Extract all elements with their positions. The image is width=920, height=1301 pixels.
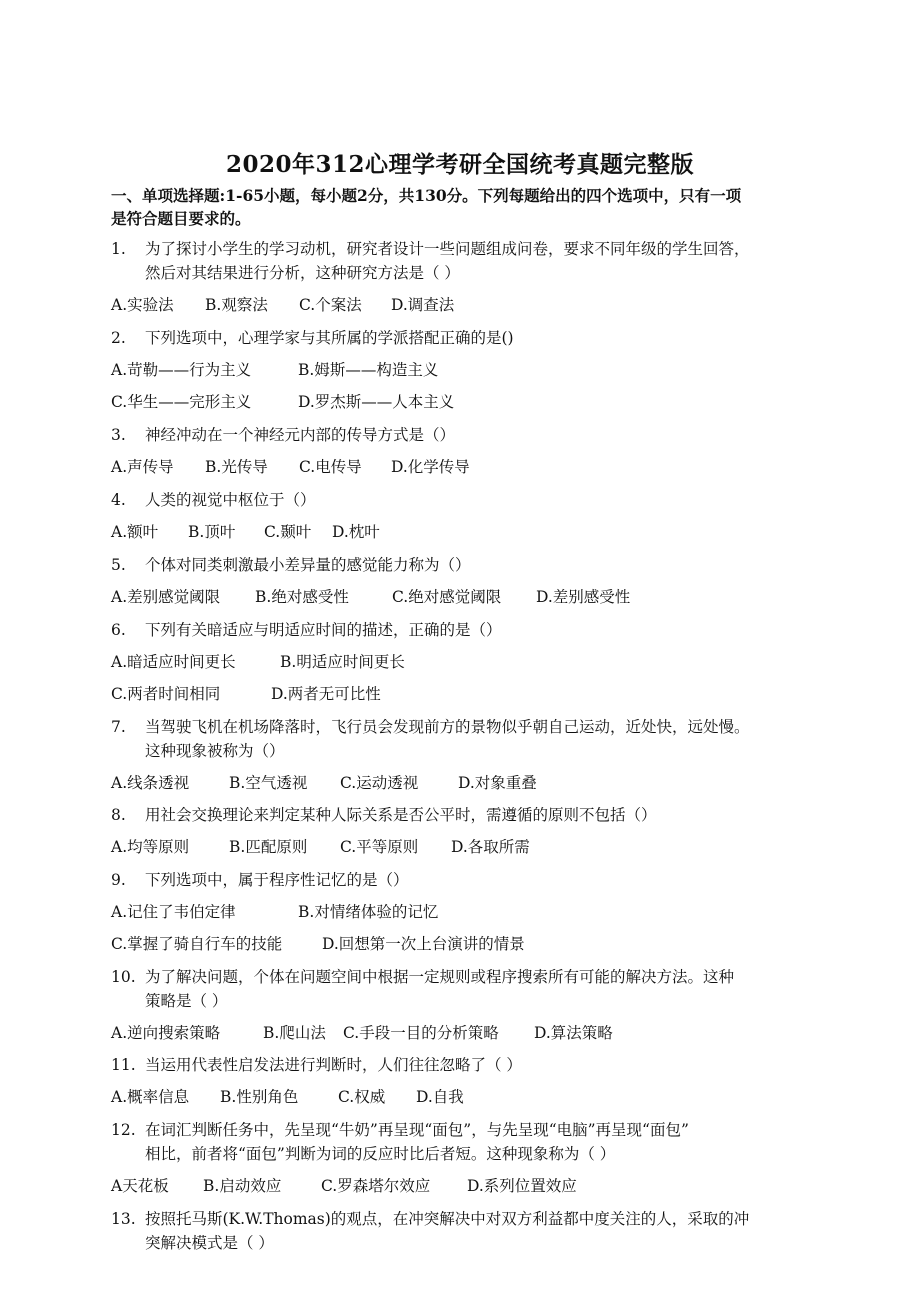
question-number: 4. — [111, 491, 126, 509]
question-text: 个体对同类刺激最小差异量的感觉能力称为（） — [145, 556, 471, 574]
section-header — [111, 184, 811, 230]
question-9 — [111, 869, 409, 891]
option: B.性别角色 — [220, 1088, 299, 1106]
question-10 — [111, 966, 734, 988]
question-2 — [111, 327, 514, 349]
option: D.对象重叠 — [458, 774, 537, 792]
option: D.系列位置效应 — [467, 1177, 577, 1195]
question-12 — [111, 1119, 689, 1141]
option: D.化学传导 — [391, 458, 470, 476]
question-text: 当驾驶飞机在机场降落时，飞行员会发现前方的景物似乎朝自己运动，近处快，远处慢。 — [145, 718, 750, 736]
option: B.姆斯——构造主义 — [298, 361, 439, 379]
option-row — [111, 294, 454, 316]
option: A.记住了韦伯定律 — [111, 903, 236, 921]
option: C.手段一目的分析策略 — [343, 1024, 499, 1042]
option-row — [111, 456, 470, 478]
option-row — [111, 1022, 613, 1044]
question-8 — [111, 804, 657, 826]
question-number: 5. — [111, 556, 126, 574]
option: B.观察法 — [205, 296, 268, 314]
question-number: 2. — [111, 329, 126, 347]
question-text: 神经冲动在一个神经元内部的传导方式是（） — [145, 426, 456, 444]
option: C.运动透视 — [340, 774, 419, 792]
question-number: 8. — [111, 806, 126, 824]
question-5 — [111, 554, 471, 576]
option: D.差别感受性 — [536, 588, 631, 606]
option: A.暗适应时间更长 — [111, 653, 236, 671]
question-text: 按照托马斯(K.W.Thomas)的观点，在冲突解决中对双方利益都中度关注的人，采取的冲 — [145, 1210, 750, 1228]
question-text-continued: 相比，前者将“面包”判断为词的反应时比后者短。这种现象称为（ ） — [145, 1145, 616, 1163]
option: D.枕叶 — [332, 523, 380, 541]
option-row — [111, 1086, 464, 1108]
question-text: 下列有关暗适应与明适应时间的描述，正确的是（） — [145, 621, 502, 639]
question-number: 1. — [111, 240, 126, 258]
option: C.两者时间相同 — [111, 685, 221, 703]
option-row — [111, 836, 530, 858]
question-4 — [111, 489, 316, 511]
option: B.光传导 — [205, 458, 268, 476]
question-text: 下列选项中，属于程序性记忆的是（） — [145, 871, 409, 889]
option: D.罗杰斯——人本主义 — [298, 393, 455, 411]
option: A.声传导 — [111, 458, 174, 476]
option: C.个案法 — [299, 296, 362, 314]
option: A.苛勒——行为主义 — [111, 361, 252, 379]
option-row — [111, 359, 438, 381]
question-text: 为了解决问题，个体在问题空间中根据一定规则或程序搜索所有可能的解决方法。这种 — [145, 968, 735, 986]
question-text-continued: 这种现象被称为（） — [145, 742, 285, 760]
option-row — [111, 651, 405, 673]
option: C.罗森塔尔效应 — [321, 1177, 431, 1195]
option: A.实验法 — [111, 296, 174, 314]
option: A.均等原则 — [111, 838, 190, 856]
option-row — [111, 933, 525, 955]
option: C.电传导 — [299, 458, 362, 476]
option: A天花板 — [111, 1177, 169, 1195]
page-title: 2020年312心理学考研全国统考真题完整版 — [225, 151, 695, 178]
section-header-line: 一、单项选择题:1-65小题，每小题2分，共130分。下列每题给出的四个选项中，只有一项 — [111, 186, 742, 205]
option: B.顶叶 — [188, 523, 236, 541]
option: A.概率信息 — [111, 1088, 190, 1106]
option: C.权威 — [338, 1088, 386, 1106]
question-6 — [111, 619, 502, 641]
option-row — [111, 586, 630, 608]
question-text-continued: 策略是（ ） — [145, 992, 228, 1010]
option: B.对情绪体验的记忆 — [298, 903, 439, 921]
option: D.各取所需 — [451, 838, 530, 856]
question-3 — [111, 424, 455, 446]
option: A.线条透视 — [111, 774, 190, 792]
question-number: 12. — [111, 1121, 136, 1139]
option: D.自我 — [416, 1088, 464, 1106]
option: B.爬山法 — [263, 1024, 326, 1042]
option: C.掌握了骑自行车的技能 — [111, 935, 283, 953]
question-text-continued: 然后对其结果进行分析，这种研究方法是（ ） — [145, 264, 460, 282]
question-1 — [111, 238, 750, 260]
option: C.平等原则 — [340, 838, 419, 856]
question-text: 用社会交换理论来判定某种人际关系是否公平时，需遵循的原则不包括（） — [145, 806, 657, 824]
option: D.调查法 — [391, 296, 455, 314]
question-number: 10. — [111, 968, 136, 986]
question-number: 11. — [111, 1056, 136, 1074]
question-text: 人类的视觉中枢位于（） — [145, 491, 316, 509]
option-row — [111, 901, 438, 923]
option: D.算法策略 — [534, 1024, 613, 1042]
option-row — [111, 1175, 577, 1197]
option: D.回想第一次上台演讲的情景 — [322, 935, 525, 953]
question-number: 9. — [111, 871, 126, 889]
question-text: 为了探讨小学生的学习动机，研究者设计一些问题组成问卷，要求不同年级的学生回答， — [145, 240, 750, 258]
section-header-line: 是符合题目要求的。 — [111, 209, 251, 228]
option-row — [111, 391, 454, 413]
option: C.颞叶 — [264, 523, 312, 541]
question-13 — [111, 1208, 749, 1230]
question-text: 当运用代表性启发法进行判断时，人们往往忽略了（ ） — [145, 1056, 522, 1074]
question-number: 3. — [111, 426, 126, 444]
option-row — [111, 521, 380, 543]
question-number: 7. — [111, 718, 126, 736]
option: A.额叶 — [111, 523, 159, 541]
option: C.绝对感觉阈限 — [392, 588, 502, 606]
option: B.匹配原则 — [229, 838, 308, 856]
option: B.空气透视 — [229, 774, 308, 792]
option: D.两者无可比性 — [271, 685, 381, 703]
question-11 — [111, 1054, 522, 1076]
option: A.差别感觉阈限 — [111, 588, 221, 606]
option: A.逆向搜索策略 — [111, 1024, 221, 1042]
option: B.明适应时间更长 — [280, 653, 405, 671]
option-row — [111, 772, 537, 794]
option: B.启动效应 — [203, 1177, 282, 1195]
option: B.绝对感受性 — [255, 588, 349, 606]
question-7 — [111, 716, 750, 738]
question-number: 6. — [111, 621, 126, 639]
question-number: 13. — [111, 1210, 136, 1228]
question-text-continued: 突解决模式是（ ） — [145, 1234, 274, 1252]
option: C.华生——完形主义 — [111, 393, 252, 411]
question-text: 下列选项中，心理学家与其所属的学派搭配正确的是() — [145, 329, 514, 347]
question-text: 在词汇判断任务中，先呈现“牛奶”再呈现“面包”，与先呈现“电脑”再呈现“面包” — [145, 1121, 689, 1139]
option-row — [111, 683, 381, 705]
